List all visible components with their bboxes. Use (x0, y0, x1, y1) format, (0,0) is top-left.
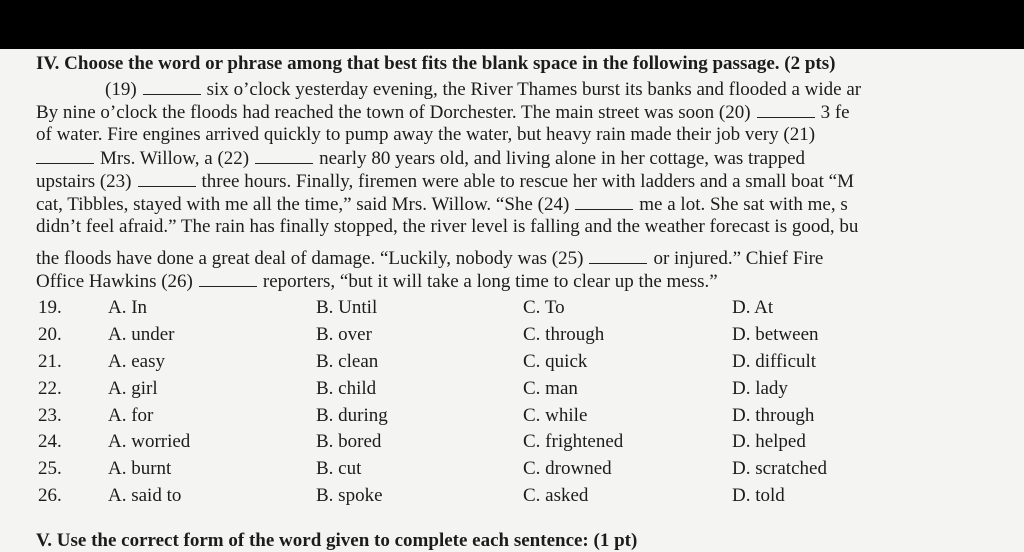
passage-line-5: upstairs (23) three hours. Finally, firemen were able to rescue her with ladders and a small boat “M (36, 171, 854, 192)
passage-line-4: Mrs. Willow, a (22) nearly 80 years old, and living alone in her cottage, was trapped (36, 147, 805, 170)
option-b: B. spoke (316, 485, 383, 506)
option-b: B. bored (316, 431, 382, 452)
option-c: C. through (523, 324, 605, 345)
option-a: A. worried (108, 431, 191, 452)
worksheet-page (0, 49, 1024, 552)
blank-23 (138, 170, 196, 187)
passage-line-7: didn’t feel afraid.” The rain has finally stopped, the river level is falling and the weather forecast is good, bu (36, 216, 859, 237)
option-d: D. helped (732, 431, 806, 452)
question-number: 21. (38, 351, 62, 372)
option-c: C. man (523, 378, 578, 399)
option-a: A. In (108, 297, 148, 318)
option-a: A. under (108, 324, 175, 345)
passage-line-9: Office Hawkins (26) reporters, “but it will take a long time to clear up the mess.” (36, 271, 718, 292)
option-b: B. during (316, 405, 388, 426)
blank-22 (255, 147, 313, 164)
question-number: 20. (38, 324, 62, 345)
question-number: 19. (38, 297, 62, 318)
option-b: B. Until (316, 297, 378, 318)
option-c: C. frightened (523, 431, 624, 452)
question-number: 25. (38, 458, 62, 479)
question-number: 26. (38, 485, 62, 506)
blank-26 (199, 270, 257, 287)
option-a: A. burnt (108, 458, 172, 479)
option-a: A. said to (108, 485, 182, 506)
option-d: D. lady (732, 378, 788, 399)
option-d: D. between (732, 324, 819, 345)
question-number: 22. (38, 378, 62, 399)
option-d: D. through (732, 405, 815, 426)
option-a: A. for (108, 405, 154, 426)
top-black-bar (0, 0, 1024, 49)
option-b: B. clean (316, 351, 379, 372)
passage-line-1: (19) six o’clock yesterday evening, the River Thames burst its banks and flooded a wide ar (105, 79, 862, 100)
option-d: D. scratched (732, 458, 827, 479)
passage-line-6: cat, Tibbles, stayed with me all the time,” said Mrs. Willow. “She (24) me a lot. She sat with me, s (36, 194, 848, 215)
option-c: C. quick (523, 351, 588, 372)
option-a: A. easy (108, 351, 165, 372)
option-c: C. asked (523, 485, 589, 506)
option-c: C. To (523, 297, 565, 318)
question-number: 23. (38, 405, 62, 426)
blank-19 (143, 78, 201, 95)
section-heading: IV. Choose the word or phrase among that best fits the blank space in the following passage. (2 pts) (36, 53, 836, 74)
option-d: D. At (732, 297, 774, 318)
passage-line-3: of water. Fire engines arrived quickly to pump away the water, but heavy rain made their job very (21) (36, 124, 816, 145)
option-a: A. girl (108, 378, 158, 399)
option-b: B. over (316, 324, 372, 345)
passage-line-8: the floods have done a great deal of damage. “Luckily, nobody was (25) or injured.” Chief Fire (36, 248, 824, 269)
option-b: B. child (316, 378, 377, 399)
next-section-heading: V. Use the correct form of the word given to complete each sentence: (1 pt) (36, 530, 638, 551)
option-c: C. drowned (523, 458, 612, 479)
question-number: 24. (38, 431, 62, 452)
blank-24 (575, 193, 633, 210)
option-d: D. told (732, 485, 785, 506)
option-c: C. while (523, 405, 588, 426)
blank-25 (589, 247, 647, 264)
option-d: D. difficult (732, 351, 817, 372)
passage-line-2: By nine o’clock the floods had reached the town of Dorchester. The main street was soon (20) 3 fe (36, 102, 850, 123)
blank-21 (36, 147, 94, 164)
option-b: B. cut (316, 458, 362, 479)
blank-20 (757, 101, 815, 118)
